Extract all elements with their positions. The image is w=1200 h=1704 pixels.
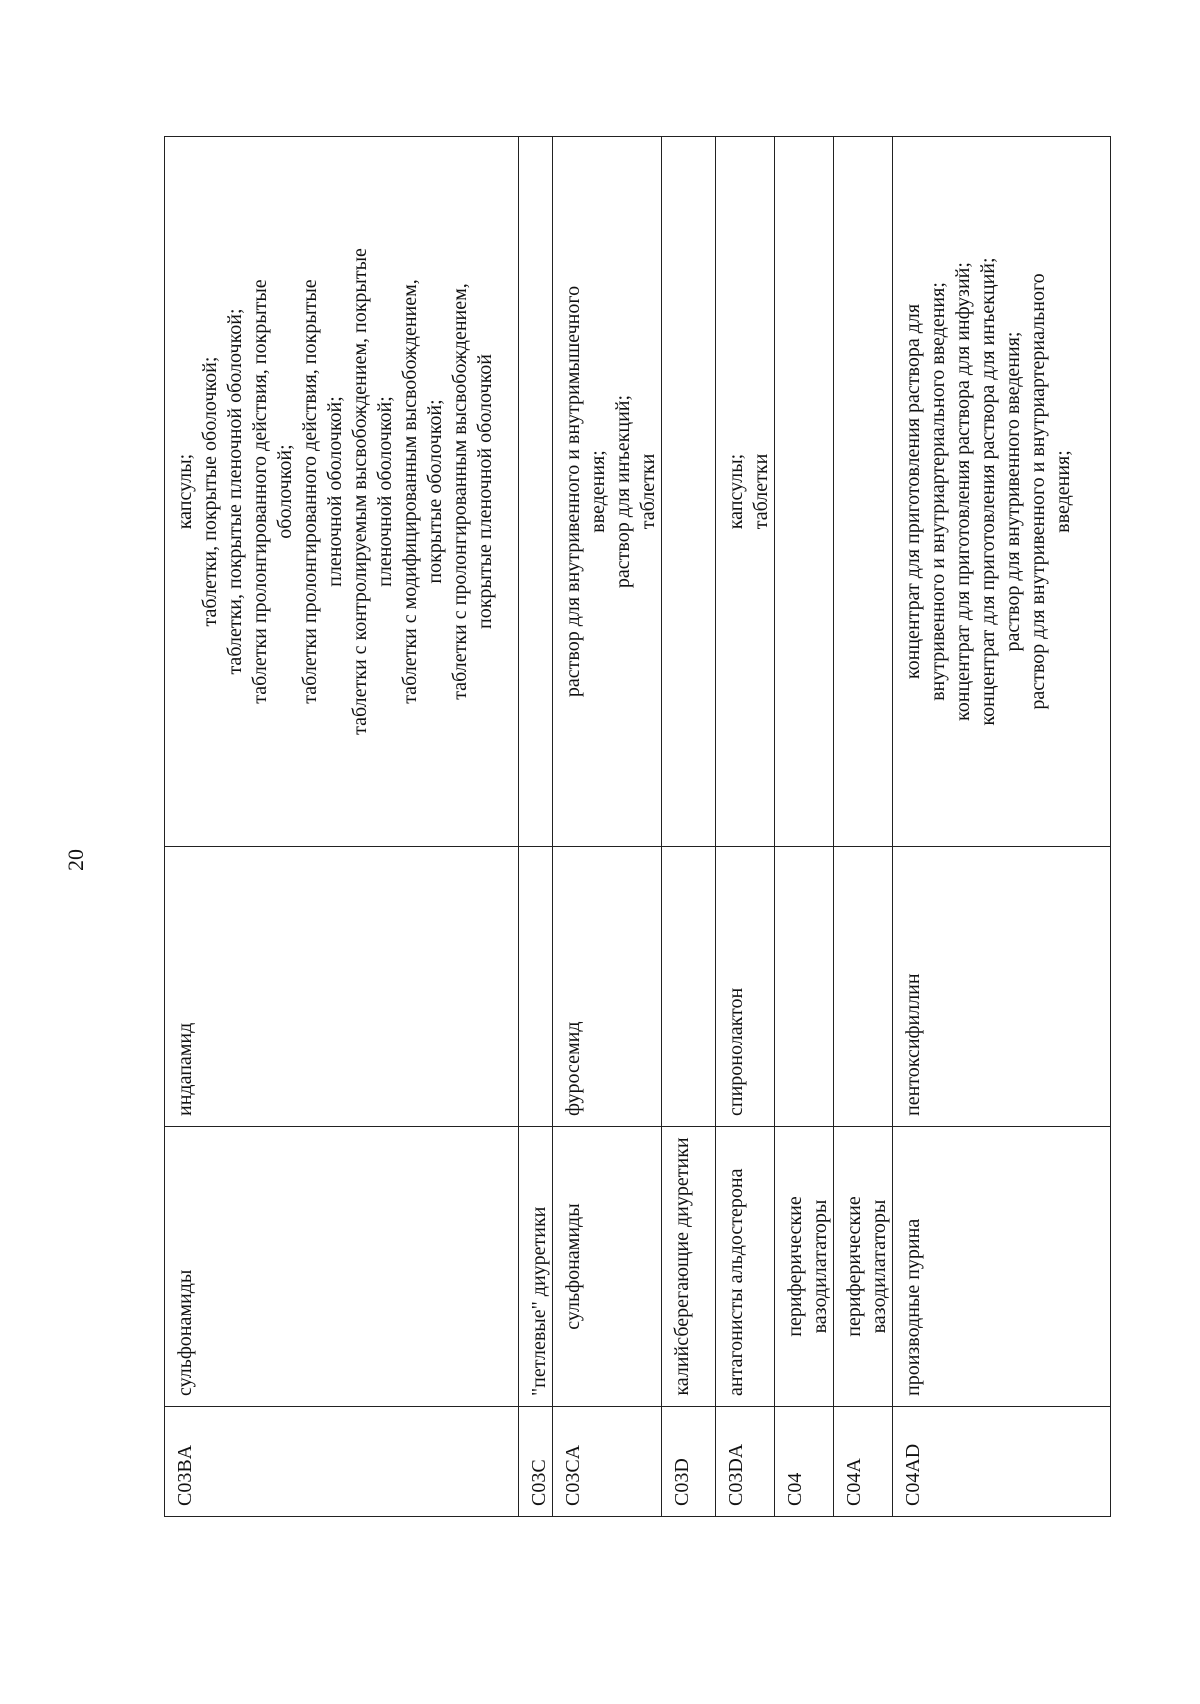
group-cell: периферические вазодилататоры xyxy=(775,1127,834,1407)
dosage-form-line: покрытые пленочной оболочкой xyxy=(474,354,496,629)
dosage-form-line: оболочкой; xyxy=(274,444,296,539)
group-cell: антагонисты альдостерона xyxy=(716,1127,775,1407)
atc-code-cell: C04 xyxy=(775,1407,834,1517)
atc-code-cell: C04AD xyxy=(893,1407,1111,1517)
table-row xyxy=(893,137,1111,1517)
drug-cell xyxy=(519,847,553,1127)
atc-drug-table xyxy=(164,136,1111,1517)
table-row xyxy=(519,137,553,1517)
dosage-forms-cell xyxy=(553,137,662,847)
dosage-form-line: раствор для внутривенного и внутриартериального xyxy=(1027,273,1049,710)
dosage-form-line: таблетки с пролонгированным высвобождением, xyxy=(449,283,471,700)
page-number: 20 xyxy=(63,849,88,871)
group-cell: производные пурина xyxy=(893,1127,1111,1407)
dosage-form-line: пленочной оболочкой; xyxy=(374,396,396,587)
drug-cell xyxy=(775,847,834,1127)
rotated-table-container xyxy=(164,137,1084,1517)
atc-code-cell: C03DA xyxy=(716,1407,775,1517)
dosage-form-line: таблетки пролонгированного действия, покрытые xyxy=(299,279,321,704)
atc-code-cell: C03BA xyxy=(165,1407,519,1517)
dosage-form-line: раствор для инъекций; xyxy=(612,394,634,589)
dosage-form-line: раствор для внутривенного и внутримышечного xyxy=(562,285,584,698)
dosage-form-line: концентрат для приготовления раствора для xyxy=(902,303,924,680)
table-row xyxy=(716,137,775,1517)
dosage-form-line: внутривенного и внутриартериального введения; xyxy=(927,282,949,701)
dosage-form-line: покрытые оболочкой; xyxy=(424,399,446,584)
table-row xyxy=(775,137,834,1517)
atc-code-cell: C03CA xyxy=(553,1407,662,1517)
dosage-form-line: введения; xyxy=(1052,450,1074,533)
group-cell: "петлевые" диуретики xyxy=(519,1127,553,1407)
drug-cell xyxy=(834,847,893,1127)
dosage-forms-cell xyxy=(893,137,1111,847)
drug-cell: спиронолактон xyxy=(716,847,775,1127)
group-cell: сульфонамиды xyxy=(553,1127,662,1407)
dosage-form-line: капсулы; xyxy=(725,453,747,530)
dosage-form-line: концентрат для приготовления раствора для инфузий; xyxy=(952,262,974,721)
dosage-form-line: таблетки пролонгированного действия, покрытые xyxy=(249,279,271,704)
group-cell: сульфонамиды xyxy=(165,1127,519,1407)
atc-code-cell: C04A xyxy=(834,1407,893,1517)
drug-cell xyxy=(662,847,716,1127)
group-cell: периферические вазодилататоры xyxy=(834,1127,893,1407)
dosage-form-line: таблетки xyxy=(637,453,659,530)
dosage-forms-cell xyxy=(834,137,893,847)
dosage-form-line: таблетки, покрытые пленочной оболочкой; xyxy=(224,308,246,675)
dosage-forms-cell xyxy=(716,137,775,847)
dosage-form-line: введения; xyxy=(587,450,609,533)
drug-cell: индапамид xyxy=(165,847,519,1127)
atc-code-cell: C03C xyxy=(519,1407,553,1517)
dosage-form-line: таблетки, покрытые оболочкой; xyxy=(199,356,221,627)
dosage-forms-cell xyxy=(519,137,553,847)
group-cell: калийсберегающие диуретики xyxy=(662,1127,716,1407)
dosage-form-line: таблетки с модифицированным высвобождением, xyxy=(399,279,421,704)
dosage-forms-cell xyxy=(165,137,519,847)
dosage-form-line: пленочной оболочкой; xyxy=(324,396,346,587)
dosage-forms-cell xyxy=(775,137,834,847)
dosage-form-line: капсулы; xyxy=(174,453,196,530)
table-row xyxy=(834,137,893,1517)
dosage-forms-cell xyxy=(662,137,716,847)
dosage-form-line: концентрат для приготовления раствора для инъекций; xyxy=(977,257,999,726)
atc-code-cell: C03D xyxy=(662,1407,716,1517)
drug-cell: пентоксифиллин xyxy=(893,847,1111,1127)
dosage-form-line: таблетки с контролируемым высвобождением, покрытые xyxy=(349,248,371,735)
table-row xyxy=(165,137,519,1517)
drug-cell: фуросемид xyxy=(553,847,662,1127)
table-row xyxy=(553,137,662,1517)
table-row xyxy=(662,137,716,1517)
dosage-form-line: таблетки xyxy=(750,453,772,530)
dosage-form-line: раствор для внутривенного введения; xyxy=(1002,331,1024,652)
